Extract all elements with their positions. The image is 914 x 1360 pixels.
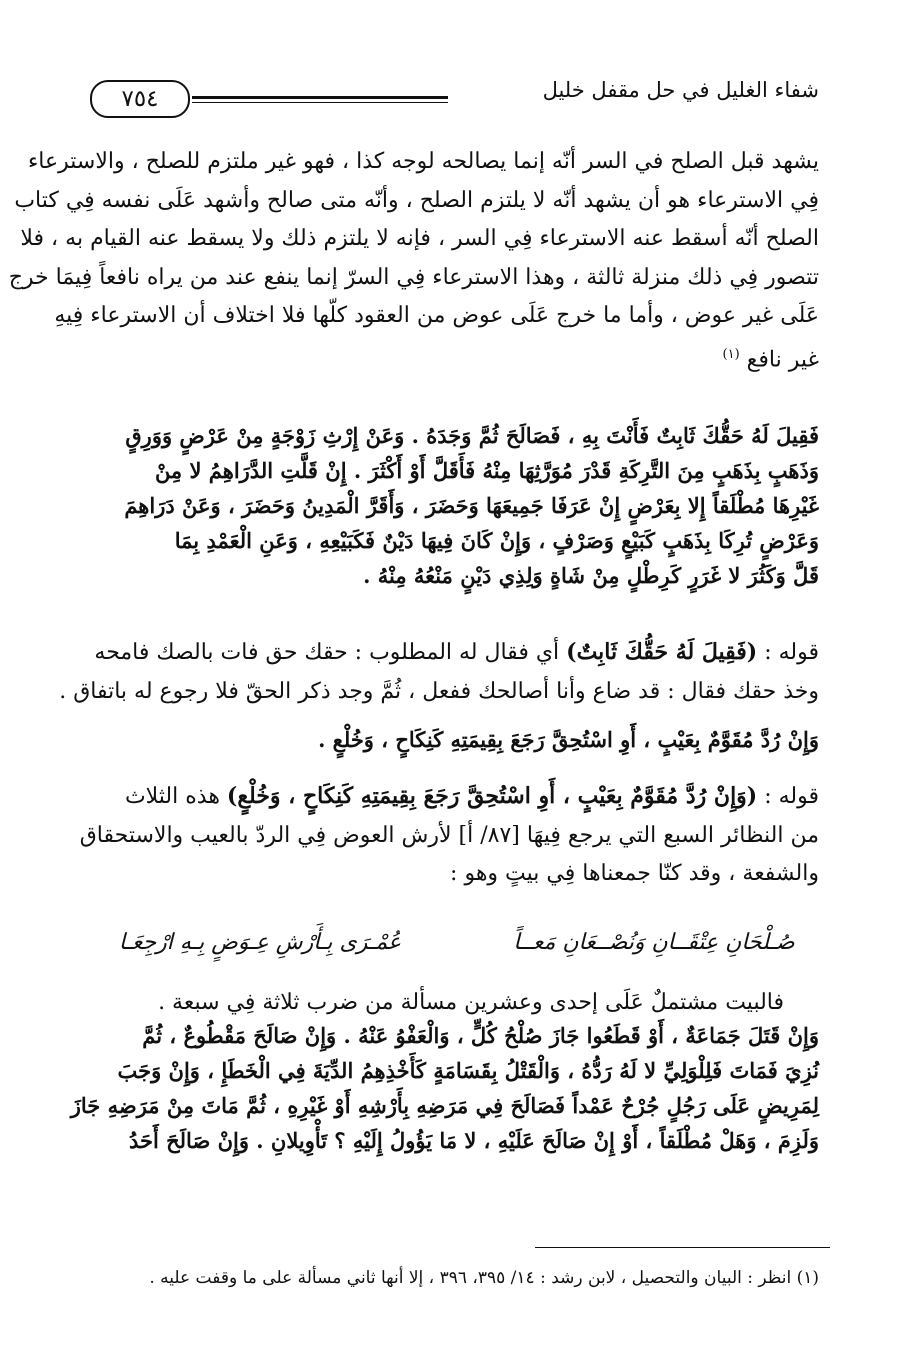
matn-line: غَيْرِهَا مُطْلَقاً إِلا بِعَرْضٍ إِنْ عَرَفَا جَمِيعَهَا وَحَضَرَ ، وَأَقَرَّ الْمَدِينُ وَحَضَرَ ، وَعَنْ دَرَاهِمَ — [124, 493, 819, 518]
poetry-verse — [95, 930, 819, 970]
explanation-text: أي فقال له المطلوب : حقك حق فات بالصك فامحه — [94, 640, 567, 665]
header-rule — [192, 96, 448, 99]
text-line: يشهد قبل الصلح في السر أنّه إنما يصالحه لوجه كذا ، فهو غير ملتزم للصلح ، والاسترعاء — [27, 149, 819, 174]
commentary-paragraph-1 — [8, 143, 819, 379]
text-line: تتصور فِي ذلك منزلة ثالثة ، وهذا الاسترعاء فِي السرّ إنما ينفع عند من يراه نافعاً فِيمَا خرج — [8, 264, 819, 290]
text-line: عَلَى غير عوض ، وأما ما خرج عَلَى عوض من العقود كلّها فلا اختلاف أن الاسترعاء فِيهِ — [54, 303, 819, 328]
text-line — [95, 777, 819, 817]
text-line: فالبيت مشتملٌ عَلَى إحدى وعشرين مسألة من ضرب ثلاثة فِي سبعة . — [158, 990, 784, 1015]
text-line: فِي الاسترعاء هو أن يشهد أنّه لا يلتزم الصلح ، وأنّه متى صالح وأشهد عَلَى نفسه فِي كتاب — [14, 187, 819, 213]
matn-line: وَإِنْ رُدَّ مُقَوَّمٌ بِعَيْبٍ ، أَوِ اسْتُحِقَّ رَجَعَ بِقِيمَتِهِ كَنِكَاحٍ ، وَخُلْعٍ . — [318, 727, 819, 752]
commentary-paragraph-2 — [59, 633, 819, 711]
text-line: وخذ حقك فقال : قد ضاع وأنا أصالحك ففعل ، ثُمَّ وجد ذكر الحقّ فلا رجوع له باتفاق . — [59, 678, 819, 704]
explanation-text: هذه الثلاث — [124, 784, 227, 809]
matn-passage-3 — [70, 1018, 819, 1158]
footnote-reference[interactable]: (١) — [722, 346, 740, 362]
matn-passage-1 — [95, 418, 819, 593]
commentary-paragraph-4 — [95, 984, 784, 1023]
page-header — [90, 72, 819, 122]
text-line: والشفعة ، وقد كنّا جمعناها فِي بيتٍ وهو : — [450, 861, 819, 886]
qawluhu-label: قوله : — [757, 784, 819, 809]
quoted-matn: (فَقِيلَ لَهُ حَقُّكَ ثَابِتٌ) — [566, 639, 758, 665]
commentary-paragraph-3 — [79, 777, 819, 894]
matn-line: وَإِنْ قَتَلَ جَمَاعَةٌ ، أَوْ قَطَعُوا جَازَ صُلْحُ كُلٍّ ، وَالْعَفْوُ عَنْهُ . وَإِنْ صَالَحَ مَقْطُوعٌ ، ثُمَّ — [142, 1023, 819, 1048]
page-number: ٧٥٤ — [90, 80, 190, 118]
footnote: (١) انظر : البيان والتحصيل ، لابن رشد : ١٤/ ٣٩٥، ٣٩٦ ، إلا أنها ثاني مسألة على ما وقفت عليه . — [149, 1268, 819, 1288]
text-line: الصلح أنّه أسقط عنه الاسترعاء فِي السر ، فإنه لا يلتزم ذلك ولا يسقط عنه القيام به ، فلا — [20, 226, 819, 251]
text-line: من النظائر السبع التي يرجع فِيهَا [٨٧/ أ] لأرش العوض فِي الردّ بالعيب والاستحقاق — [79, 822, 819, 848]
footnote-separator — [535, 1247, 830, 1248]
quoted-matn: (وَإِنْ رُدَّ مُقَوَّمٌ بِعَيْبٍ ، أَوِ اسْتُحِقَّ رَجَعَ بِقِيمَتِهِ كَنِكَاحٍ ، وَخُلْعٍ) — [226, 783, 758, 809]
text-line — [95, 336, 819, 380]
matn-line: لِمَرِيضٍ عَلَى رَجُلٍ جُرْحٌ عَمْداً فَصَالَحَ فِي مَرَضِهِ بِأَرْشِهِ أَوْ غَيْرِهِ ، ثُمَّ مَاتَ مِنْ مَرَضِهِ جَازَ — [70, 1093, 819, 1118]
text-line — [95, 633, 819, 673]
second-hemistich: عُمْـرَى بِـأَرْشِ عِـوَضٍ بِـهِ ارْجِعَـا — [118, 930, 402, 955]
running-title: شفاء الغليل في حل مقفل خليل — [542, 78, 819, 102]
matn-line: وَذَهَبٍ بِذَهَبٍ مِنَ التَّرِكَةِ قَدْرَ مُوَرَّثِهَا مِنْهُ فَأَقَلَّ أَوْ أَكْثَرَ . إِنْ قَلَّتِ الدَّرَاهِمُ لا مِنْ — [154, 458, 819, 483]
matn-line: فَقِيلَ لَهُ حَقُّكَ ثَابِتٌ فَأَنْتَ بِهِ ، فَصَالَحَ ثُمَّ وَجَدَهُ . وَعَنْ إِرْثِ زَوْجَةٍ مِنْ عَرْضٍ وَوَرِقٍ — [125, 423, 819, 448]
matn-line: قَلَّ وَكَثُرَ لا غَرَرٍ كَرِطْلٍ مِنْ شَاةٍ وَلِذِي دَيْنٍ مَنْعُهُ مِنْهُ . — [363, 563, 819, 588]
matn-line: وَعَرْضٍ تُرِكَا بِذَهَبٍ كَبَيْعٍ وَصَرْفٍ ، وَإِنْ كَانَ فِيهَا دَيْنٌ فَكَبَيْعِهِ ، وَعَنِ الْعَمْدِ بِمَا — [174, 528, 819, 553]
matn-line: وَلَزِمَ ، وَهَلْ مُطْلَقاً ، أَوْ إِنْ صَالَحَ عَلَيْهِ ، لا مَا يَؤُولُ إِلَيْهِ ؟ تَأْوِيلانِ . وَإِنْ صَالَحَ أَحَدُ — [128, 1128, 819, 1153]
matn-passage-2 — [95, 722, 819, 757]
last-line-text: غير نافع — [746, 346, 819, 372]
first-hemistich: صُـلْحَانِ عِتْقَــانِ وَنُصْــعَانِ مَعــاً — [513, 930, 795, 955]
matn-line: نُزِيَ فَمَاتَ فَلِلْوَلِيِّ لا لَهُ رَدُّهُ ، وَالْقَتْلُ بِقَسَامَةٍ كَأَخْذِهِمُ الدِّيَةَ فِي الْخَطَإِ ، وَإِنْ وَجَبَ — [117, 1058, 819, 1083]
qawluhu-label: قوله : — [757, 640, 819, 665]
